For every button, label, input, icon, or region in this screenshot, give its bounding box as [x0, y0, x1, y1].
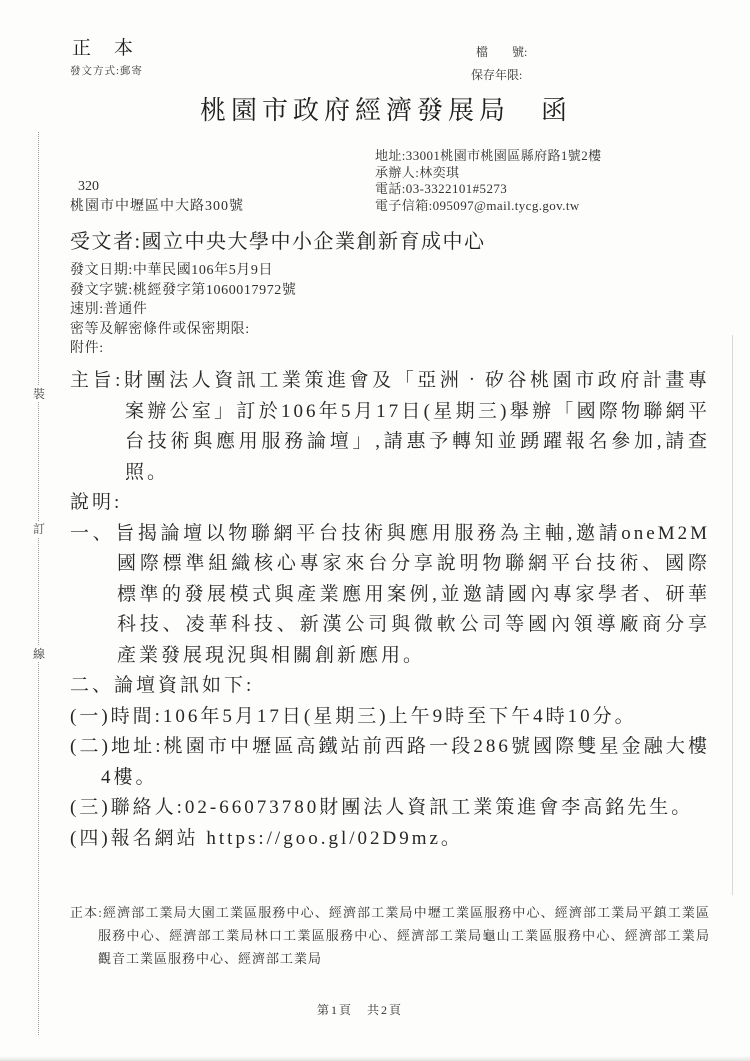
subitem-4-label: (四) [70, 827, 111, 849]
document-meta-block [70, 261, 297, 359]
subject-text: 財團法人資訊工業策進會及「亞洲‧矽谷桃園市政府計畫專案辦公室」訂於106年5月17日(星期三)舉辦「國際物聯網平台技術與應用服務論壇」,請惠予轉知並踴躍報名參加,請查照。 [123, 370, 710, 483]
explanation-label: 說明: [70, 492, 123, 513]
page-number: 第1頁 共2頁 [316, 1003, 403, 1017]
subitem-3-text: 聯絡人:02-66073780財團法人資訊工業策進會李高銘先生。 [110, 797, 694, 818]
binding-mark-zhuang: 裝 [32, 387, 45, 401]
subitem-4-text: 報名網站 https://goo.gl/02D9mz。 [110, 827, 463, 849]
meta-classification: 密等及解密條件或保密期限: [70, 321, 250, 337]
item-1-label: 一、 [70, 522, 116, 544]
letter-body [70, 366, 710, 854]
binding-mark-xian: 線 [32, 647, 45, 661]
document-title: 桃園市政府經濟發展局 函 [199, 96, 572, 125]
subitem-2-label: (二) [70, 736, 111, 757]
subitem-2-text: 地址:桃園市中壢區高鐵站前西路一段286號國際雙星金融大樓4樓。 [101, 736, 711, 788]
delivery-method-label: 發文方式:郵寄 [70, 66, 143, 77]
explanation-item-2 [70, 671, 710, 702]
item-2-text: 論壇資訊如下: [114, 675, 255, 696]
binding-mark-ding: 訂 [32, 522, 45, 536]
subject-paragraph [70, 366, 710, 488]
subject-label: 主旨: [70, 370, 124, 391]
forum-registration-url [70, 824, 710, 855]
recipient-line: 受文者:國立中央大學中小企業創新育成中心 [70, 231, 486, 253]
forum-contact [70, 793, 710, 824]
forum-time [70, 702, 710, 733]
sender-info-block [375, 148, 602, 214]
sender-contact-person: 承辦人:林奕琪 [375, 164, 460, 180]
subitem-3-label: (三) [70, 797, 111, 818]
binding-dotted-line [38, 132, 39, 1035]
distribution-label: 正本: [70, 905, 103, 920]
sender-phone: 電話:03-3322101#5273 [375, 181, 508, 196]
item-1-text: 旨揭論壇以物聯網平台技術與應用服務為主軸,邀請oneM2M國際標準組織核心專家來台分享說明物聯網平台技術、國際標準的發展模式與產業應用案例,並邀請國內專家學者、研華科技、凌華科技、新漢公司與微軟公司等國內領導廠商分享產業發展現況與相關創新應用。 [115, 522, 710, 666]
subitem-1-label: (一) [70, 705, 111, 727]
scan-edge-line [732, 335, 733, 895]
distribution-list [70, 901, 710, 970]
retention-period-label: 保存年限: [471, 68, 523, 82]
forum-address [70, 732, 710, 793]
meta-reference-number: 發文字號:桃經發字第1060017972號 [70, 282, 297, 298]
copy-type-label: 正 本 [72, 38, 136, 59]
sender-address: 地址:33001桃園市桃園區縣府路1號2樓 [375, 148, 602, 163]
recipient-zip: 320 [78, 179, 99, 194]
explanation-item-1 [70, 519, 710, 672]
sender-email: 電子信箱:095097@mail.tycg.gov.tw [375, 197, 580, 213]
recipient-street: 桃園市中壢區中大路300號 [70, 199, 244, 214]
item-2-label: 二、 [70, 675, 115, 696]
file-number-label: 檔 號: [476, 45, 528, 59]
distribution-text: 經濟部工業局大園工業區服務中心、經濟部工業局中壢工業區服務中心、經濟部工業局平鎮工業區服務中心、經濟部工業局林口工業區服務中心、經濟部工業局龜山工業區服務中心、經濟部工業局觀音工業區服務中心、經濟部工業局 [98, 905, 710, 966]
meta-attachment: 附件: [70, 341, 104, 356]
meta-priority: 速別:普通件 [70, 302, 148, 317]
subitem-1-text: 時間:106年5月17日(星期三)上午9時至下午4時10分。 [110, 705, 637, 727]
meta-issue-date: 發文日期:中華民國106年5月9日 [70, 263, 274, 278]
